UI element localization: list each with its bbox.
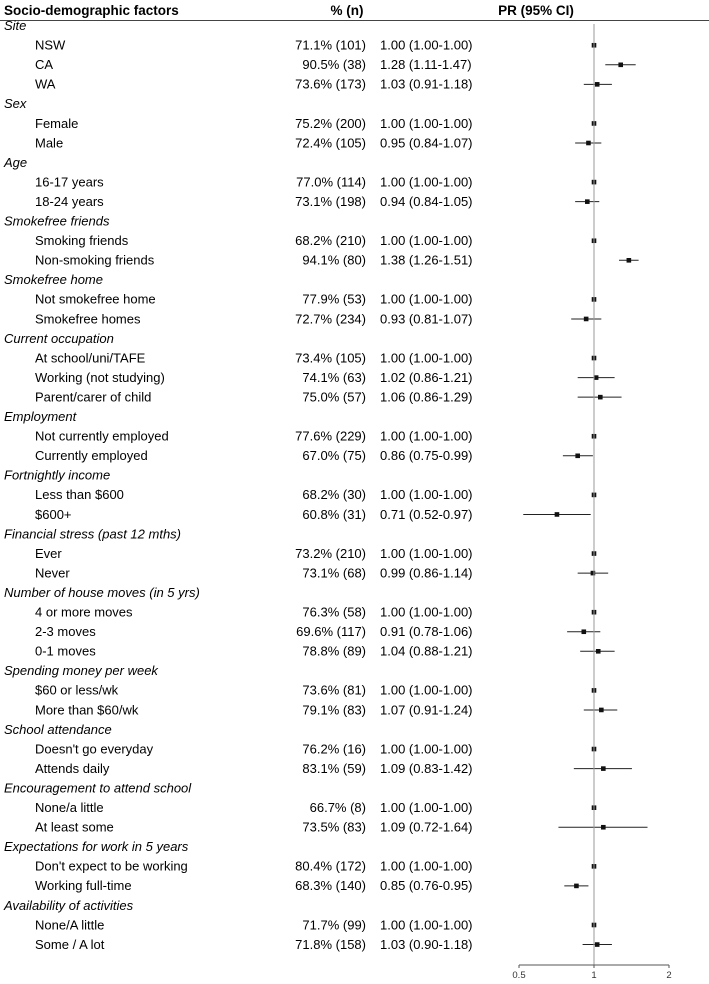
row-label: CA [35,57,54,73]
pr-ci-value: 0.93 (0.81-1.07) [380,311,473,327]
table-row [35,605,473,620]
estimate-mark [605,63,635,68]
group-label: Financial stress (past 12 mths) [4,526,182,542]
pr-ci-value: 0.71 (0.52-0.97) [380,506,473,522]
x-tick-label: 2 [666,970,672,981]
row-label: Attends daily [35,760,110,776]
point-estimate [574,884,579,889]
estimate-mark [584,708,617,713]
pr-ci-value: 1.03 (0.91-1.18) [380,76,473,92]
pr-ci-value: 1.00 (1.00-1.00) [380,350,473,366]
table-row [35,761,473,776]
table-row [35,253,473,268]
percent-n-value: 71.7% (99) [302,917,366,933]
percent-n-value: 60.8% (31) [302,506,366,522]
estimate-mark [583,942,612,947]
pr-ci-value: 1.09 (0.83-1.42) [380,760,473,776]
percent-n-value: 73.1% (68) [302,565,366,581]
row-label: $60 or less/wk [35,682,119,698]
estimate-mark [558,825,647,830]
percent-n-value: 80.4% (172) [295,858,366,874]
table-row [35,38,473,53]
table-row [35,917,473,932]
group-label: Availability of activities [4,897,134,913]
percent-n-value: 66.7% (8) [309,800,366,815]
x-tick-label: 1 [591,970,597,981]
percent-n-value: 78.8% (89) [302,643,366,659]
table-rows [3,18,473,952]
row-label: Not currently employed [35,428,169,444]
percent-n-value: 72.4% (105) [295,135,366,151]
estimate-mark [523,512,590,517]
table-row [35,565,473,580]
percent-n-value: 75.2% (200) [295,115,366,131]
percent-n-value: 69.6% (117) [296,624,366,640]
group-label: Encouragement to attend school [4,780,192,796]
pr-ci-value: 1.38 (1.26-1.51) [380,252,473,268]
row-label: Never [35,565,70,581]
percent-n-value: 79.1% (83) [302,702,366,718]
row-label: 0-1 moves [35,643,96,659]
row-label: Male [35,135,64,151]
table-row [35,644,473,659]
pr-column-header: PR (95% CI) [498,3,574,18]
row-label: Ever [35,545,62,561]
table-row [35,624,473,639]
row-label: None/A little [35,917,105,933]
table-row [35,683,473,698]
table-row [35,937,473,952]
table-row [35,448,473,463]
point-estimate [627,258,632,263]
pr-ci-value: 1.00 (1.00-1.00) [380,291,473,307]
group-label: Smokefree friends [4,213,110,229]
table-row [35,174,473,189]
pr-ci-value: 1.28 (1.11-1.47) [380,57,472,73]
row-label: Smoking friends [35,233,129,249]
table-row [35,702,473,717]
table-row [35,194,473,209]
pr-ci-value: 0.85 (0.76-0.95) [380,878,473,894]
percent-n-value: 73.4% (105) [295,350,366,366]
x-tick-label: 0.5 [512,970,526,981]
pr-ci-value: 1.03 (0.90-1.18) [380,936,473,952]
group-label: Spending money per week [4,663,158,679]
percent-n-value: 77.6% (229) [295,428,366,444]
row-label: $600+ [35,506,72,522]
point-estimate [584,317,589,322]
pr-ci-value: 1.04 (0.88-1.21) [380,643,473,659]
estimate-mark [563,454,593,459]
estimate-mark [619,258,639,263]
percent-n-value: 71.1% (101) [295,37,366,53]
row-label: Smokefree homes [35,311,141,327]
pr-ci-value: 1.07 (0.91-1.24) [380,702,473,718]
row-label: Less than $600 [35,487,124,503]
pr-ci-value: 1.00 (1.00-1.00) [380,858,473,874]
percent-n-value: 75.0% (57) [302,389,366,405]
row-label: Working full-time [35,878,132,894]
row-label: Parent/carer of child [35,389,152,405]
table-row [35,741,473,756]
pr-ci-value: 1.00 (1.00-1.00) [380,604,473,620]
point-estimate [575,454,580,459]
group-label: Employment [4,409,77,424]
pr-ci-value: 1.06 (0.86-1.29) [380,389,473,405]
estimate-mark [578,375,615,380]
estimate-mark [575,199,599,204]
row-label: More than $60/wk [35,702,139,718]
table-row [35,116,473,131]
percent-n-value: 74.1% (63) [302,369,366,385]
group-label: Site [4,18,27,33]
estimate-mark [567,629,600,634]
group-label: Current occupation [4,330,114,346]
percent-n-value: 73.1% (198) [295,193,366,209]
table-row [35,878,473,893]
percent-n-value: 71.8% (158) [295,936,366,952]
plot-area [512,24,671,981]
pr-ci-value: 1.00 (1.00-1.00) [380,545,473,561]
pr-ci-value: 1.00 (1.00-1.00) [380,917,473,933]
group-label: Number of house moves (in 5 yrs) [4,584,200,600]
point-estimate [594,375,599,380]
point-estimate [601,825,606,830]
estimate-mark [578,395,622,400]
point-estimate [591,571,596,576]
percent-n-value: 68.2% (30) [302,487,366,503]
pr-ci-value: 0.95 (0.84-1.07) [380,135,473,151]
percent-n-value: 68.2% (210) [295,233,366,249]
pr-ci-value: 0.94 (0.84-1.05) [380,193,473,209]
pr-ci-value: 1.00 (1.00-1.00) [380,174,473,190]
row-label: Doesn't go everyday [35,741,154,757]
table-row [35,546,473,561]
point-estimate [599,708,604,713]
estimate-mark [580,649,614,654]
row-label: 4 or more moves [35,604,133,620]
percent-n-value: 73.6% (173) [295,76,366,92]
point-estimate [555,512,560,517]
percent-n-value: 77.9% (53) [302,291,366,307]
row-label: NSW [35,37,66,53]
percent-n-value: 73.6% (81) [302,682,366,698]
row-label: 16-17 years [35,174,104,190]
pr-ci-value: 1.00 (1.00-1.00) [380,800,473,815]
pr-ci-value: 1.00 (1.00-1.00) [380,233,473,249]
pr-ci-value: 0.91 (0.78-1.06) [380,624,473,640]
point-estimate [601,766,606,771]
percent-n-value: 77.0% (114) [296,174,366,190]
point-estimate [595,942,600,947]
table-row [35,820,473,835]
row-label: At school/uni/TAFE [35,350,146,366]
table-row [35,77,473,92]
pr-ci-value: 1.00 (1.00-1.00) [380,115,473,131]
row-label: 18-24 years [35,193,104,209]
percent-n-value: 72.7% (234) [295,311,366,327]
pr-ci-value: 1.00 (1.00-1.00) [380,741,473,757]
table-row [35,311,473,326]
table-row [35,507,473,522]
percent-n-value: 73.5% (83) [302,819,366,835]
pr-ci-value: 1.00 (1.00-1.00) [380,487,473,503]
estimate-mark [571,317,601,322]
pr-ci-value: 1.00 (1.00-1.00) [380,37,473,53]
percent-column-header: % (n) [330,3,364,18]
row-label: Female [35,115,79,131]
point-estimate [598,395,603,400]
percent-n-value: 67.0% (75) [302,448,366,464]
header-row [0,3,709,21]
point-estimate [595,82,600,87]
table-row [35,233,473,248]
row-label: None/a little [35,800,104,815]
table-row [35,429,473,444]
table-row [35,370,473,385]
table-row [35,487,473,502]
row-label: Currently employed [35,448,148,464]
percent-n-value: 76.2% (16) [302,741,366,757]
group-label: School attendance [4,721,112,737]
table-row [35,859,473,874]
estimate-mark [578,571,608,576]
estimate-mark [575,141,601,146]
point-estimate [586,141,591,146]
percent-n-value: 94.1% (80) [302,252,366,268]
percent-n-value: 90.5% (38) [302,57,366,73]
table-row [35,800,473,815]
factor-column-header: Socio-demographic factors [4,3,179,18]
percent-n-value: 73.2% (210) [295,545,366,561]
row-label: At least some [35,819,114,835]
row-label: Don't expect to be working [35,858,188,874]
pr-ci-value: 1.00 (1.00-1.00) [380,682,473,698]
group-label: Sex [4,96,27,112]
estimate-mark [564,884,588,889]
row-label: Not smokefree home [35,291,156,307]
group-label: Age [4,154,28,170]
point-estimate [618,63,623,68]
pr-ci-value: 1.09 (0.72-1.64) [380,819,473,835]
table-row [35,135,473,150]
table-row [35,389,473,404]
pr-ci-value: 1.00 (1.00-1.00) [380,428,473,444]
percent-n-value: 83.1% (59) [302,760,366,776]
pr-ci-value: 0.86 (0.75-0.99) [380,448,473,464]
table-row [35,57,472,72]
table-row [35,350,473,365]
row-label: WA [35,76,56,92]
row-label: Working (not studying) [35,369,165,385]
percent-n-value: 68.3% (140) [295,878,366,894]
estimate-mark [584,82,612,87]
group-label: Expectations for work in 5 years [4,839,189,855]
group-label: Fortnightly income [4,467,111,483]
row-label: Non-smoking friends [35,252,155,268]
row-label: 2-3 moves [35,624,96,640]
group-label: Smokefree home [4,272,103,288]
table-row [35,292,473,307]
pr-ci-value: 0.99 (0.86-1.14) [380,565,473,581]
pr-ci-value: 1.02 (0.86-1.21) [380,369,473,385]
percent-n-value: 76.3% (58) [302,604,366,620]
point-estimate [585,199,590,204]
estimate-mark [574,766,632,771]
point-estimate [581,629,586,634]
row-label: Some / A lot [35,936,105,952]
point-estimate [596,649,601,654]
